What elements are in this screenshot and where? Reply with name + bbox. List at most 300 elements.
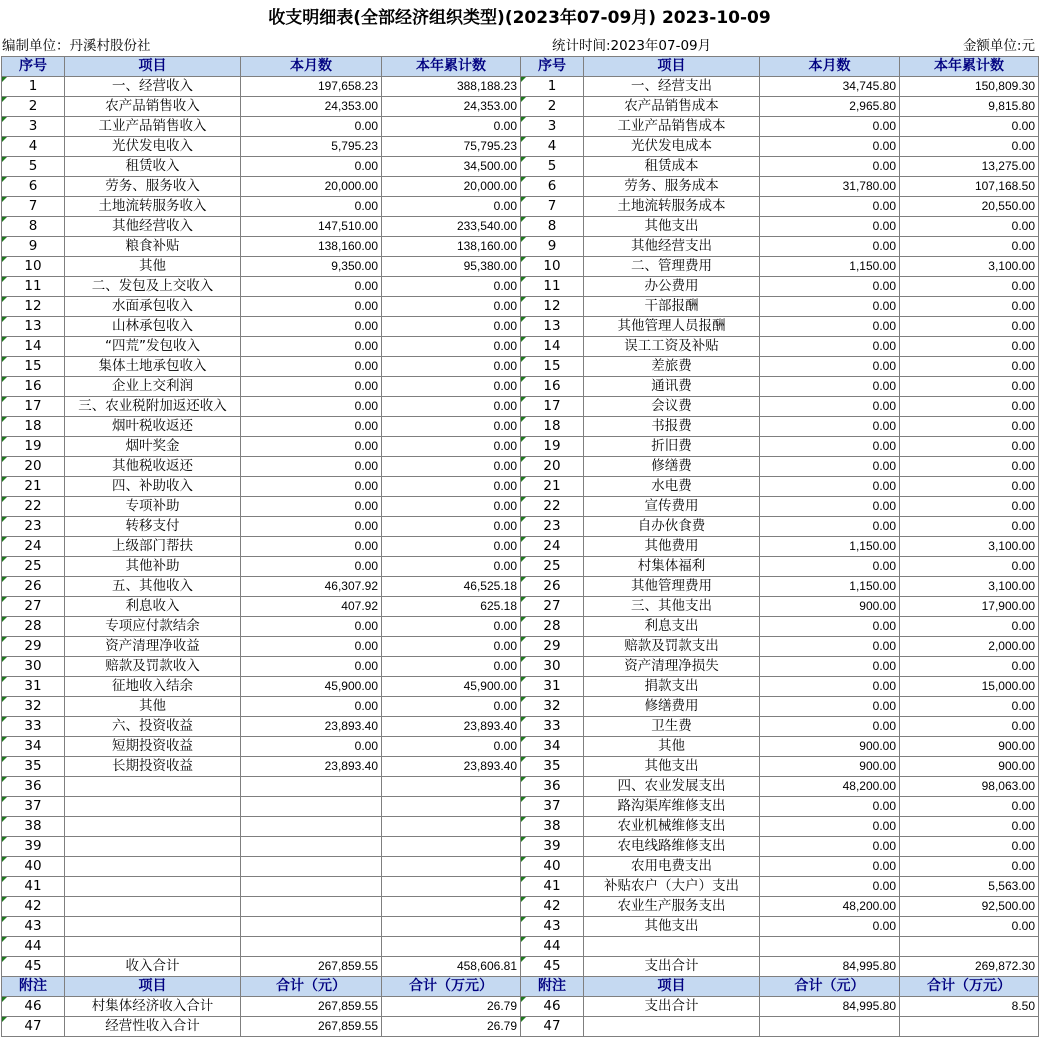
expense-item-cell[interactable]: 通讯费 — [584, 377, 760, 397]
expense-item-cell[interactable]: 农业生产服务支出 — [584, 897, 760, 917]
expense-no-cell[interactable]: 5 — [521, 157, 584, 177]
expense-no-cell[interactable]: 31 — [521, 677, 584, 697]
left-month-header[interactable]: 本月数 — [241, 57, 382, 77]
income-no-cell[interactable]: 29 — [2, 637, 65, 657]
expense-no-cell[interactable]: 13 — [521, 317, 584, 337]
expense-ytd-cell[interactable]: 2,000.00 — [900, 637, 1039, 657]
expense-no-cell[interactable]: 19 — [521, 437, 584, 457]
expense-ytd-cell[interactable]: 0.00 — [900, 657, 1039, 677]
appendix-left-no-cell[interactable]: 47 — [2, 1017, 65, 1037]
expense-no-cell[interactable]: 34 — [521, 737, 584, 757]
income-item-cell[interactable]: 企业上交利润 — [65, 377, 241, 397]
expense-ytd-cell[interactable]: 9,815.80 — [900, 97, 1039, 117]
expense-ytd-cell[interactable]: 3,100.00 — [900, 537, 1039, 557]
income-ytd-cell[interactable]: 625.18 — [382, 597, 521, 617]
expense-ytd-cell[interactable]: 3,100.00 — [900, 257, 1039, 277]
income-month-cell[interactable]: 5,795.23 — [241, 137, 382, 157]
expense-no-cell[interactable]: 3 — [521, 117, 584, 137]
expense-ytd-cell[interactable]: 0.00 — [900, 277, 1039, 297]
appendix-left-item-cell[interactable]: 村集体经济收入合计 — [65, 997, 241, 1017]
expense-ytd-cell[interactable]: 0.00 — [900, 617, 1039, 637]
income-ytd-cell[interactable]: 0.00 — [382, 517, 521, 537]
expense-item-cell[interactable]: 农电线路维修支出 — [584, 837, 760, 857]
expense-month-cell[interactable]: 84,995.80 — [760, 957, 900, 977]
expense-ytd-cell[interactable]: 150,809.30 — [900, 77, 1039, 97]
appendix-left-wan-cell[interactable]: 26.79 — [382, 997, 521, 1017]
left-month-header[interactable]: 合计（元） — [241, 977, 382, 997]
income-month-cell[interactable]: 0.00 — [241, 117, 382, 137]
income-no-cell[interactable]: 33 — [2, 717, 65, 737]
income-ytd-cell[interactable]: 233,540.00 — [382, 217, 521, 237]
income-month-cell[interactable]: 0.00 — [241, 437, 382, 457]
income-no-cell[interactable]: 1 — [2, 77, 65, 97]
income-month-cell[interactable]: 197,658.23 — [241, 77, 382, 97]
appendix-left-yuan-cell[interactable]: 267,859.55 — [241, 997, 382, 1017]
income-ytd-cell[interactable]: 0.00 — [382, 617, 521, 637]
expense-item-cell[interactable]: 二、管理费用 — [584, 257, 760, 277]
income-no-cell[interactable]: 28 — [2, 617, 65, 637]
right-no-header[interactable]: 序号 — [521, 57, 584, 77]
income-item-cell[interactable] — [65, 797, 241, 817]
expense-item-cell[interactable]: 卫生费 — [584, 717, 760, 737]
left-ytd-header[interactable]: 本年累计数 — [382, 57, 521, 77]
expense-ytd-cell[interactable]: 0.00 — [900, 217, 1039, 237]
expense-no-cell[interactable]: 2 — [521, 97, 584, 117]
expense-ytd-cell[interactable]: 92,500.00 — [900, 897, 1039, 917]
expense-item-cell[interactable]: 其他费用 — [584, 537, 760, 557]
income-item-cell[interactable]: 粮食补贴 — [65, 237, 241, 257]
income-month-cell[interactable] — [241, 797, 382, 817]
expense-month-cell[interactable]: 0.00 — [760, 317, 900, 337]
expense-no-cell[interactable]: 24 — [521, 537, 584, 557]
income-month-cell[interactable]: 20,000.00 — [241, 177, 382, 197]
income-ytd-cell[interactable]: 95,380.00 — [382, 257, 521, 277]
expense-month-cell[interactable]: 34,745.80 — [760, 77, 900, 97]
expense-ytd-cell[interactable]: 0.00 — [900, 857, 1039, 877]
expense-month-cell[interactable]: 0.00 — [760, 357, 900, 377]
income-item-cell[interactable]: 转移支付 — [65, 517, 241, 537]
appendix-right-wan-cell[interactable] — [900, 1017, 1039, 1037]
income-item-cell[interactable]: 长期投资收益 — [65, 757, 241, 777]
expense-ytd-cell[interactable]: 0.00 — [900, 417, 1039, 437]
expense-month-cell[interactable]: 0.00 — [760, 837, 900, 857]
income-month-cell[interactable]: 23,893.40 — [241, 757, 382, 777]
expense-item-cell[interactable]: 土地流转服务成本 — [584, 197, 760, 217]
expense-no-cell[interactable]: 39 — [521, 837, 584, 857]
expense-month-cell[interactable]: 48,200.00 — [760, 777, 900, 797]
income-ytd-cell[interactable]: 138,160.00 — [382, 237, 521, 257]
income-item-cell[interactable]: 烟叶奖金 — [65, 437, 241, 457]
expense-item-cell[interactable]: 干部报酬 — [584, 297, 760, 317]
income-no-cell[interactable]: 32 — [2, 697, 65, 717]
expense-month-cell[interactable]: 900.00 — [760, 757, 900, 777]
expense-month-cell[interactable]: 0.00 — [760, 657, 900, 677]
expense-item-cell[interactable]: 三、其他支出 — [584, 597, 760, 617]
income-no-cell[interactable]: 17 — [2, 397, 65, 417]
income-ytd-cell[interactable]: 0.00 — [382, 657, 521, 677]
expense-item-cell[interactable]: 其他支出 — [584, 757, 760, 777]
appendix-right-no-cell[interactable]: 47 — [521, 1017, 584, 1037]
expense-no-cell[interactable]: 26 — [521, 577, 584, 597]
income-month-cell[interactable]: 24,353.00 — [241, 97, 382, 117]
expense-ytd-cell[interactable]: 0.00 — [900, 377, 1039, 397]
appendix-right-no-cell[interactable]: 46 — [521, 997, 584, 1017]
income-no-cell[interactable]: 43 — [2, 917, 65, 937]
expense-month-cell[interactable]: 0.00 — [760, 697, 900, 717]
expense-ytd-cell[interactable]: 0.00 — [900, 477, 1039, 497]
expense-no-cell[interactable]: 12 — [521, 297, 584, 317]
expense-no-cell[interactable]: 37 — [521, 797, 584, 817]
expense-no-cell[interactable]: 14 — [521, 337, 584, 357]
income-month-cell[interactable] — [241, 837, 382, 857]
income-no-cell[interactable]: 25 — [2, 557, 65, 577]
expense-month-cell[interactable]: 0.00 — [760, 637, 900, 657]
expense-month-cell[interactable]: 0.00 — [760, 397, 900, 417]
right-month-header[interactable]: 本月数 — [760, 57, 900, 77]
right-month-header[interactable]: 合计（元） — [760, 977, 900, 997]
expense-ytd-cell[interactable]: 107,168.50 — [900, 177, 1039, 197]
income-month-cell[interactable]: 0.00 — [241, 617, 382, 637]
income-ytd-cell[interactable]: 0.00 — [382, 117, 521, 137]
income-item-cell[interactable]: 二、发包及上交收入 — [65, 277, 241, 297]
income-item-cell[interactable]: 短期投资收益 — [65, 737, 241, 757]
expense-no-cell[interactable]: 45 — [521, 957, 584, 977]
expense-ytd-cell[interactable]: 0.00 — [900, 837, 1039, 857]
expense-item-cell[interactable]: 农用电费支出 — [584, 857, 760, 877]
expense-month-cell[interactable]: 0.00 — [760, 877, 900, 897]
expense-item-cell[interactable]: 光伏发电成本 — [584, 137, 760, 157]
expense-no-cell[interactable]: 29 — [521, 637, 584, 657]
expense-item-cell[interactable]: 其他支出 — [584, 217, 760, 237]
expense-ytd-cell[interactable]: 0.00 — [900, 317, 1039, 337]
expense-ytd-cell[interactable]: 5,563.00 — [900, 877, 1039, 897]
expense-item-cell[interactable]: 赔款及罚款支出 — [584, 637, 760, 657]
income-no-cell[interactable]: 39 — [2, 837, 65, 857]
expense-ytd-cell[interactable]: 0.00 — [900, 457, 1039, 477]
expense-month-cell[interactable]: 0.00 — [760, 417, 900, 437]
expense-month-cell[interactable]: 0.00 — [760, 377, 900, 397]
income-month-cell[interactable] — [241, 817, 382, 837]
income-item-cell[interactable] — [65, 897, 241, 917]
income-month-cell[interactable]: 267,859.55 — [241, 957, 382, 977]
income-month-cell[interactable] — [241, 877, 382, 897]
expense-ytd-cell[interactable]: 20,550.00 — [900, 197, 1039, 217]
income-item-cell[interactable]: 工业产品销售收入 — [65, 117, 241, 137]
appendix-right-item-cell[interactable] — [584, 1017, 760, 1037]
expense-item-cell[interactable]: 差旅费 — [584, 357, 760, 377]
income-ytd-cell[interactable] — [382, 917, 521, 937]
income-no-cell[interactable]: 11 — [2, 277, 65, 297]
left-item-header[interactable]: 项目 — [65, 977, 241, 997]
income-month-cell[interactable] — [241, 897, 382, 917]
expense-month-cell[interactable]: 0.00 — [760, 617, 900, 637]
expense-ytd-cell[interactable]: 0.00 — [900, 717, 1039, 737]
income-ytd-cell[interactable]: 0.00 — [382, 317, 521, 337]
expense-no-cell[interactable]: 43 — [521, 917, 584, 937]
income-no-cell[interactable]: 5 — [2, 157, 65, 177]
income-no-cell[interactable]: 6 — [2, 177, 65, 197]
expense-ytd-cell[interactable]: 0.00 — [900, 237, 1039, 257]
income-month-cell[interactable]: 0.00 — [241, 357, 382, 377]
expense-month-cell[interactable]: 0.00 — [760, 117, 900, 137]
expense-month-cell[interactable]: 900.00 — [760, 597, 900, 617]
expense-no-cell[interactable]: 10 — [521, 257, 584, 277]
income-no-cell[interactable]: 22 — [2, 497, 65, 517]
expense-ytd-cell[interactable]: 0.00 — [900, 697, 1039, 717]
expense-month-cell[interactable]: 0.00 — [760, 817, 900, 837]
expense-ytd-cell[interactable]: 15,000.00 — [900, 677, 1039, 697]
expense-ytd-cell[interactable]: 98,063.00 — [900, 777, 1039, 797]
income-no-cell[interactable]: 4 — [2, 137, 65, 157]
expense-ytd-cell[interactable]: 0.00 — [900, 297, 1039, 317]
income-no-cell[interactable]: 21 — [2, 477, 65, 497]
income-month-cell[interactable]: 46,307.92 — [241, 577, 382, 597]
income-no-cell[interactable]: 7 — [2, 197, 65, 217]
income-month-cell[interactable]: 0.00 — [241, 277, 382, 297]
expense-item-cell[interactable]: 办公费用 — [584, 277, 760, 297]
income-ytd-cell[interactable] — [382, 797, 521, 817]
expense-item-cell[interactable]: 其他经营支出 — [584, 237, 760, 257]
expense-no-cell[interactable]: 23 — [521, 517, 584, 537]
expense-item-cell[interactable]: 其他 — [584, 737, 760, 757]
appendix-right-wan-cell[interactable]: 8.50 — [900, 997, 1039, 1017]
right-item-header[interactable]: 项目 — [584, 57, 760, 77]
income-ytd-cell[interactable]: 0.00 — [382, 637, 521, 657]
expense-month-cell[interactable]: 0.00 — [760, 337, 900, 357]
expense-item-cell[interactable]: 利息支出 — [584, 617, 760, 637]
income-no-cell[interactable]: 40 — [2, 857, 65, 877]
appendix-left-item-cell[interactable]: 经营性收入合计 — [65, 1017, 241, 1037]
income-month-cell[interactable]: 0.00 — [241, 637, 382, 657]
income-ytd-cell[interactable]: 23,893.40 — [382, 717, 521, 737]
income-item-cell[interactable]: 山林承包收入 — [65, 317, 241, 337]
expense-ytd-cell[interactable]: 0.00 — [900, 397, 1039, 417]
expense-month-cell[interactable]: 0.00 — [760, 217, 900, 237]
income-item-cell[interactable]: 劳务、服务收入 — [65, 177, 241, 197]
income-no-cell[interactable]: 35 — [2, 757, 65, 777]
income-item-cell[interactable]: 其他经营收入 — [65, 217, 241, 237]
expense-ytd-cell[interactable]: 0.00 — [900, 517, 1039, 537]
income-item-cell[interactable]: 上级部门帮扶 — [65, 537, 241, 557]
income-item-cell[interactable] — [65, 837, 241, 857]
expense-item-cell[interactable]: 农业机械维修支出 — [584, 817, 760, 837]
expense-item-cell[interactable]: 一、经营支出 — [584, 77, 760, 97]
expense-month-cell[interactable]: 0.00 — [760, 497, 900, 517]
expense-month-cell[interactable]: 0.00 — [760, 557, 900, 577]
expense-no-cell[interactable]: 33 — [521, 717, 584, 737]
income-month-cell[interactable]: 0.00 — [241, 537, 382, 557]
expense-item-cell[interactable]: 宣传费用 — [584, 497, 760, 517]
income-item-cell[interactable]: 光伏发电收入 — [65, 137, 241, 157]
appendix-left-yuan-cell[interactable]: 267,859.55 — [241, 1017, 382, 1037]
income-no-cell[interactable]: 23 — [2, 517, 65, 537]
appendix-left-no-cell[interactable]: 46 — [2, 997, 65, 1017]
expense-item-cell[interactable]: 修缮费用 — [584, 697, 760, 717]
expense-item-cell[interactable]: 其他管理人员报酬 — [584, 317, 760, 337]
income-item-cell[interactable]: 五、其他收入 — [65, 577, 241, 597]
expense-item-cell[interactable] — [584, 937, 760, 957]
income-ytd-cell[interactable] — [382, 937, 521, 957]
income-month-cell[interactable]: 0.00 — [241, 497, 382, 517]
income-month-cell[interactable]: 45,900.00 — [241, 677, 382, 697]
expense-ytd-cell[interactable]: 3,100.00 — [900, 577, 1039, 597]
expense-no-cell[interactable]: 7 — [521, 197, 584, 217]
income-no-cell[interactable]: 34 — [2, 737, 65, 757]
income-ytd-cell[interactable]: 0.00 — [382, 357, 521, 377]
expense-ytd-cell[interactable]: 13,275.00 — [900, 157, 1039, 177]
income-item-cell[interactable]: 租赁收入 — [65, 157, 241, 177]
expense-month-cell[interactable]: 0.00 — [760, 677, 900, 697]
expense-item-cell[interactable]: 资产清理净损失 — [584, 657, 760, 677]
expense-no-cell[interactable]: 44 — [521, 937, 584, 957]
income-no-cell[interactable]: 30 — [2, 657, 65, 677]
income-month-cell[interactable]: 0.00 — [241, 457, 382, 477]
income-item-cell[interactable]: 其他补助 — [65, 557, 241, 577]
income-item-cell[interactable]: 其他税收返还 — [65, 457, 241, 477]
expense-month-cell[interactable]: 0.00 — [760, 197, 900, 217]
appendix-right-yuan-cell[interactable]: 84,995.80 — [760, 997, 900, 1017]
expense-ytd-cell[interactable]: 900.00 — [900, 757, 1039, 777]
expense-item-cell[interactable]: 劳务、服务成本 — [584, 177, 760, 197]
income-item-cell[interactable]: 收入合计 — [65, 957, 241, 977]
expense-ytd-cell[interactable]: 0.00 — [900, 797, 1039, 817]
expense-item-cell[interactable]: 其他支出 — [584, 917, 760, 937]
income-no-cell[interactable]: 37 — [2, 797, 65, 817]
income-no-cell[interactable]: 20 — [2, 457, 65, 477]
income-no-cell[interactable]: 8 — [2, 217, 65, 237]
income-ytd-cell[interactable]: 0.00 — [382, 737, 521, 757]
expense-item-cell[interactable]: 会议费 — [584, 397, 760, 417]
expense-month-cell[interactable]: 0.00 — [760, 457, 900, 477]
income-item-cell[interactable] — [65, 917, 241, 937]
expense-item-cell[interactable]: 书报费 — [584, 417, 760, 437]
income-no-cell[interactable]: 42 — [2, 897, 65, 917]
expense-month-cell[interactable]: 0.00 — [760, 797, 900, 817]
income-item-cell[interactable]: 赔款及罚款收入 — [65, 657, 241, 677]
income-ytd-cell[interactable]: 0.00 — [382, 497, 521, 517]
income-ytd-cell[interactable]: 45,900.00 — [382, 677, 521, 697]
expense-no-cell[interactable]: 15 — [521, 357, 584, 377]
right-no-header[interactable]: 附注 — [521, 977, 584, 997]
expense-month-cell[interactable]: 48,200.00 — [760, 897, 900, 917]
expense-item-cell[interactable]: 修缮费 — [584, 457, 760, 477]
expense-no-cell[interactable]: 38 — [521, 817, 584, 837]
appendix-right-yuan-cell[interactable] — [760, 1017, 900, 1037]
income-ytd-cell[interactable]: 34,500.00 — [382, 157, 521, 177]
expense-month-cell[interactable]: 1,150.00 — [760, 257, 900, 277]
left-no-header[interactable]: 附注 — [2, 977, 65, 997]
income-ytd-cell[interactable]: 24,353.00 — [382, 97, 521, 117]
income-month-cell[interactable]: 0.00 — [241, 197, 382, 217]
expense-ytd-cell[interactable] — [900, 937, 1039, 957]
expense-month-cell[interactable]: 0.00 — [760, 237, 900, 257]
expense-month-cell[interactable]: 0.00 — [760, 857, 900, 877]
expense-month-cell[interactable]: 0.00 — [760, 517, 900, 537]
income-no-cell[interactable]: 2 — [2, 97, 65, 117]
income-month-cell[interactable]: 0.00 — [241, 337, 382, 357]
income-item-cell[interactable]: 农产品销售收入 — [65, 97, 241, 117]
income-no-cell[interactable]: 45 — [2, 957, 65, 977]
income-no-cell[interactable]: 31 — [2, 677, 65, 697]
expense-ytd-cell[interactable]: 0.00 — [900, 557, 1039, 577]
expense-item-cell[interactable]: 路沟渠库维修支出 — [584, 797, 760, 817]
income-ytd-cell[interactable]: 0.00 — [382, 457, 521, 477]
expense-month-cell[interactable]: 1,150.00 — [760, 577, 900, 597]
income-item-cell[interactable] — [65, 857, 241, 877]
expense-item-cell[interactable]: 支出合计 — [584, 957, 760, 977]
income-item-cell[interactable]: 一、经营收入 — [65, 77, 241, 97]
income-ytd-cell[interactable]: 0.00 — [382, 437, 521, 457]
income-month-cell[interactable]: 0.00 — [241, 517, 382, 537]
income-ytd-cell[interactable]: 0.00 — [382, 397, 521, 417]
appendix-right-item-cell[interactable]: 支出合计 — [584, 997, 760, 1017]
income-ytd-cell[interactable]: 458,606.81 — [382, 957, 521, 977]
income-month-cell[interactable]: 23,893.40 — [241, 717, 382, 737]
income-item-cell[interactable] — [65, 877, 241, 897]
income-item-cell[interactable]: 水面承包收入 — [65, 297, 241, 317]
income-item-cell[interactable]: 其他 — [65, 257, 241, 277]
income-ytd-cell[interactable] — [382, 837, 521, 857]
expense-no-cell[interactable]: 21 — [521, 477, 584, 497]
expense-ytd-cell[interactable]: 0.00 — [900, 137, 1039, 157]
expense-item-cell[interactable]: 四、农业发展支出 — [584, 777, 760, 797]
expense-no-cell[interactable]: 25 — [521, 557, 584, 577]
expense-ytd-cell[interactable]: 0.00 — [900, 117, 1039, 137]
income-month-cell[interactable]: 0.00 — [241, 697, 382, 717]
expense-month-cell[interactable]: 0.00 — [760, 297, 900, 317]
expense-no-cell[interactable]: 32 — [521, 697, 584, 717]
expense-month-cell[interactable]: 0.00 — [760, 477, 900, 497]
income-month-cell[interactable] — [241, 857, 382, 877]
income-item-cell[interactable]: 其他 — [65, 697, 241, 717]
income-item-cell[interactable]: 三、农业税附加返还收入 — [65, 397, 241, 417]
income-month-cell[interactable]: 0.00 — [241, 557, 382, 577]
expense-item-cell[interactable]: 捐款支出 — [584, 677, 760, 697]
income-no-cell[interactable]: 10 — [2, 257, 65, 277]
income-ytd-cell[interactable]: 0.00 — [382, 197, 521, 217]
expense-no-cell[interactable]: 40 — [521, 857, 584, 877]
expense-no-cell[interactable]: 41 — [521, 877, 584, 897]
expense-no-cell[interactable]: 27 — [521, 597, 584, 617]
income-month-cell[interactable]: 9,350.00 — [241, 257, 382, 277]
income-ytd-cell[interactable] — [382, 857, 521, 877]
expense-ytd-cell[interactable]: 0.00 — [900, 917, 1039, 937]
expense-no-cell[interactable]: 11 — [521, 277, 584, 297]
income-month-cell[interactable]: 0.00 — [241, 737, 382, 757]
income-month-cell[interactable]: 0.00 — [241, 317, 382, 337]
income-ytd-cell[interactable]: 46,525.18 — [382, 577, 521, 597]
income-month-cell[interactable]: 0.00 — [241, 157, 382, 177]
income-item-cell[interactable] — [65, 937, 241, 957]
income-no-cell[interactable]: 16 — [2, 377, 65, 397]
expense-no-cell[interactable]: 36 — [521, 777, 584, 797]
expense-item-cell[interactable]: 折旧费 — [584, 437, 760, 457]
income-item-cell[interactable]: 利息收入 — [65, 597, 241, 617]
expense-ytd-cell[interactable]: 0.00 — [900, 337, 1039, 357]
income-item-cell[interactable]: 集体土地承包收入 — [65, 357, 241, 377]
income-item-cell[interactable]: 烟叶税收返还 — [65, 417, 241, 437]
income-month-cell[interactable]: 0.00 — [241, 657, 382, 677]
income-ytd-cell[interactable]: 0.00 — [382, 377, 521, 397]
expense-month-cell[interactable]: 0.00 — [760, 917, 900, 937]
expense-no-cell[interactable]: 20 — [521, 457, 584, 477]
income-month-cell[interactable]: 147,510.00 — [241, 217, 382, 237]
expense-no-cell[interactable]: 18 — [521, 417, 584, 437]
income-month-cell[interactable]: 407.92 — [241, 597, 382, 617]
income-item-cell[interactable]: 专项补助 — [65, 497, 241, 517]
income-item-cell[interactable]: 专项应付款结余 — [65, 617, 241, 637]
income-month-cell[interactable]: 0.00 — [241, 297, 382, 317]
